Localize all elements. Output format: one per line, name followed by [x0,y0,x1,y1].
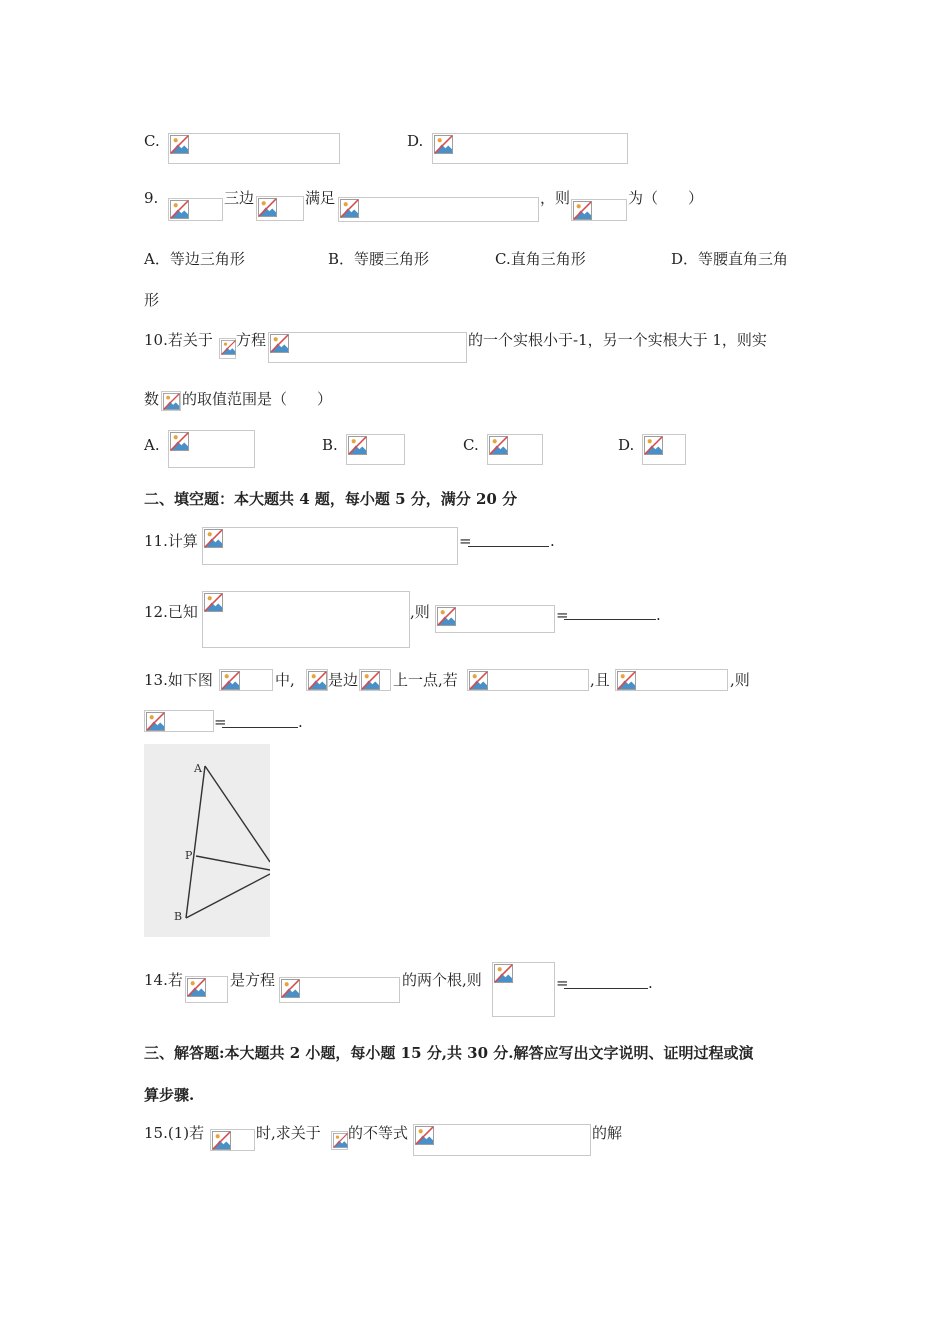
formula-image [642,434,686,465]
option-a: A．等边三角形 [144,250,245,268]
side-ac [205,766,270,862]
broken-image-icon [212,1131,231,1150]
section-heading: 二、填空题：本大题共 4 题，每小题 5 分，满分 20 分 [144,490,518,508]
question-text: 为（ ） [628,189,704,207]
option-a-label: A. [144,436,160,454]
broken-image-icon [221,340,236,355]
question-text: 中, [275,671,295,689]
period: . [648,974,653,992]
formula-image [487,434,543,465]
broken-image-icon [308,671,327,690]
formula-image [467,669,589,691]
broken-image-icon [489,436,508,455]
question-text: ,则 [410,603,430,621]
formula-image [144,710,214,732]
broken-image-icon [469,671,488,690]
broken-image-icon [617,671,636,690]
vertex-a-label: A [194,762,202,775]
question-text: ,且 [590,671,610,689]
broken-image-icon [415,1126,434,1145]
formula-image [571,199,627,221]
period: . [298,713,303,731]
formula-image [279,977,400,1003]
option-d-label: D. [407,132,424,150]
question-text: 的不等式 [348,1124,409,1142]
question-text: 时,求关于 [256,1124,321,1142]
broken-image-icon [204,593,223,612]
question-text: 是方程 [230,971,276,989]
broken-image-icon [361,671,380,690]
formula-image [346,434,405,465]
option-d-wrap: 形 [144,291,160,309]
broken-image-icon [494,964,513,983]
formula-image [185,976,228,1003]
equals-sign: = [459,532,472,550]
formula-image [168,430,255,468]
broken-image-icon [270,334,289,353]
formula-image [168,198,223,221]
question-text: 的解 [592,1124,623,1142]
broken-image-icon [573,201,592,220]
vertex-b-label: B [174,910,183,923]
broken-image-icon [163,393,180,410]
broken-image-icon [170,432,189,451]
broken-image-icon [187,978,206,997]
period: . [656,606,661,624]
triangle-figure [144,744,270,937]
point-p-label: P [185,849,193,862]
formula-image [432,133,628,164]
broken-image-icon [170,200,189,219]
question-text: 数 [144,390,160,408]
broken-image-icon [348,436,367,455]
formula-image [306,669,328,691]
formula-image [219,338,236,359]
section-heading-wrap: 算步骤. [144,1086,195,1104]
formula-image [168,133,340,164]
formula-image [615,669,728,691]
option-d-label: D. [618,436,635,454]
broken-image-icon [434,135,453,154]
formula-image [256,196,304,221]
option-c-label: C. [463,436,479,454]
question-text: 14.若 [144,971,183,989]
option-d: D．等腰直角三角 [671,250,789,268]
question-text: 满足 [305,189,336,207]
triangle-diagram [144,744,270,937]
segment-pc [196,856,270,870]
broken-image-icon [170,135,189,154]
equals-sign: = [556,974,569,992]
option-b: B．等腰三角形 [328,250,430,268]
question-text: 15.(1)若 [144,1124,205,1142]
answer-blank[interactable] [564,988,648,989]
answer-blank[interactable] [222,727,298,728]
option-c: C.直角三角形 [495,250,586,268]
broken-image-icon [221,671,240,690]
broken-image-icon [204,529,223,548]
period: . [550,532,555,550]
question-text: ，则 [540,189,571,207]
question-text: 的取值范围是（ ） [182,390,333,408]
question-text: 的一个实根小于-1，另一个实根大于 1，则实 [468,331,767,349]
question-text: 13.如下图 [144,671,213,689]
side-bc [186,874,270,918]
formula-image [338,197,539,222]
question-text: 的两个根,则 [402,971,482,989]
formula-image [492,962,555,1017]
question-text: 10.若关于 [144,331,213,349]
formula-image [359,669,391,691]
broken-image-icon [437,607,456,626]
formula-image [413,1124,591,1156]
formula-image [210,1129,255,1151]
question-number: 9. [144,189,159,207]
question-text: 是边 [328,671,359,689]
broken-image-icon [258,198,277,217]
question-text: ,则 [730,671,750,689]
equals-sign: = [556,606,569,624]
formula-image [219,669,273,691]
broken-image-icon [644,436,663,455]
side-ab [186,766,205,918]
formula-image [161,391,181,411]
equals-sign: = [214,713,227,731]
section-heading: 三、解答题:本大题共 2 小题，每小题 15 分,共 30 分.解答应写出文字说明、证明过程或演 [144,1044,754,1062]
answer-blank[interactable] [564,619,656,620]
question-text: 三边 [224,189,255,207]
option-b-label: B. [322,436,338,454]
question-text: 方程 [236,331,267,349]
formula-image [202,527,458,565]
broken-image-icon [281,979,300,998]
broken-image-icon [146,712,165,731]
formula-image [435,605,555,633]
broken-image-icon [333,1133,348,1148]
formula-image [202,591,410,648]
broken-image-icon [340,199,359,218]
question-text: 上一点,若 [393,671,458,689]
question-text: 11.计算 [144,532,198,550]
question-text: 12.已知 [144,603,198,621]
answer-blank[interactable] [468,546,549,547]
formula-image [268,332,467,363]
formula-image [331,1131,348,1150]
option-c-label: C. [144,132,160,150]
